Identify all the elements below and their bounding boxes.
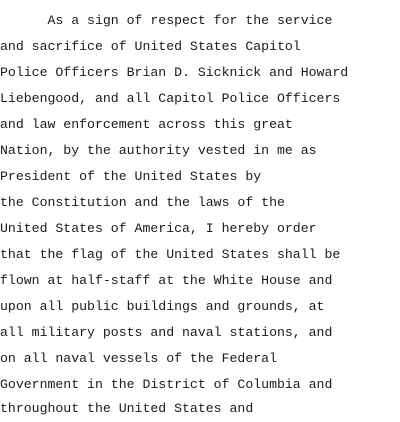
- text-line: the Constitution and the laws of the: [0, 195, 285, 210]
- text-line: flown at half-staff at the White House and: [0, 273, 333, 288]
- text-line: Liebengood, and all Capitol Police Officers: [0, 91, 341, 106]
- text-line: As a sign of respect for the service: [0, 13, 333, 28]
- text-line: throughout the United States and: [0, 401, 254, 416]
- text-line: President of the United States by: [0, 169, 262, 184]
- text-line: on all naval vessels of the Federal: [0, 351, 277, 366]
- text-line: upon all public buildings and grounds, at: [0, 299, 325, 314]
- text-line: Government in the District of Columbia and: [0, 377, 333, 392]
- text-line: all military posts and naval stations, and: [0, 325, 333, 340]
- text-line: that the flag of the United States shall be: [0, 247, 341, 262]
- text-line: and sacrifice of United States Capitol: [0, 39, 301, 54]
- text-line: Police Officers Brian D. Sicknick and Howard: [0, 65, 349, 80]
- text-line: Nation, by the authority vested in me as: [0, 143, 317, 158]
- text-line: United States of America, I hereby order: [0, 221, 317, 236]
- text-line: and law enforcement across this great: [0, 117, 293, 132]
